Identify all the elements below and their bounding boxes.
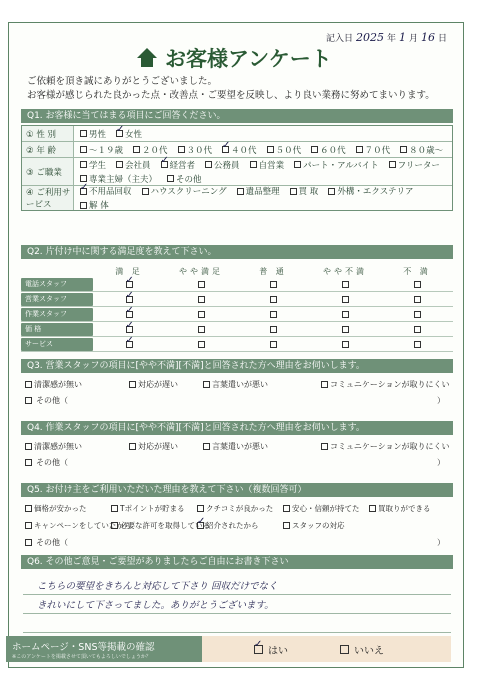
checkbox[interactable] xyxy=(80,146,87,153)
checkbox-option[interactable] xyxy=(369,503,449,514)
rating-cell xyxy=(93,311,165,318)
satisfaction-row xyxy=(21,322,453,337)
date-day: 16 xyxy=(420,31,435,44)
checkbox[interactable] xyxy=(126,341,133,348)
option-label: 買取りができる xyxy=(378,504,431,513)
option-label: 紹介されたから xyxy=(206,521,259,530)
checkbox[interactable] xyxy=(178,146,185,153)
day-unit: 日 xyxy=(437,34,447,44)
checkbox-option[interactable] xyxy=(25,503,111,514)
q1-heading: Q1. お客様に当てはまる項目にご回答ください。 xyxy=(21,109,453,123)
checkbox[interactable] xyxy=(80,161,87,168)
checkbox[interactable] xyxy=(270,341,277,348)
checkbox[interactable] xyxy=(356,146,363,153)
checkbox[interactable] xyxy=(161,161,168,168)
checkbox[interactable] xyxy=(203,381,210,388)
row-label: ④ ご利用サービス xyxy=(22,186,74,210)
checkbox[interactable] xyxy=(205,161,212,168)
option-label: ３０代 xyxy=(186,145,213,156)
satisfaction-grid xyxy=(21,265,453,353)
checkbox[interactable] xyxy=(294,161,301,168)
sns-choices xyxy=(202,636,451,662)
intro-text xyxy=(27,75,435,103)
checkbox[interactable] xyxy=(414,326,421,333)
option-label: 清潔感が無い xyxy=(34,380,82,389)
option-label: 経営者 xyxy=(169,160,196,171)
rating-cell xyxy=(237,311,309,318)
checkbox[interactable] xyxy=(25,381,32,388)
option-label: 会社員 xyxy=(125,160,151,171)
checkbox[interactable] xyxy=(25,522,32,529)
checkbox-option[interactable] xyxy=(203,441,321,452)
page-title xyxy=(137,43,332,73)
checkbox[interactable] xyxy=(133,146,140,153)
checkbox-option[interactable] xyxy=(222,144,257,156)
checkbox[interactable] xyxy=(197,505,204,512)
checkbox-option[interactable] xyxy=(25,379,129,390)
checkbox[interactable] xyxy=(321,381,328,388)
checkbox[interactable] xyxy=(198,296,205,303)
option-label: 男性 xyxy=(89,129,107,140)
intro-line: ご依頼を頂き誠にありがとうございました。 xyxy=(27,76,218,87)
rating-cell xyxy=(165,341,237,348)
checkbox[interactable] xyxy=(250,161,257,168)
checkbox[interactable] xyxy=(129,443,136,450)
checkbox[interactable] xyxy=(25,505,32,512)
option-label: パート・アルバイト xyxy=(303,160,379,171)
option-label: フリーター xyxy=(397,160,440,171)
checkbox[interactable] xyxy=(414,296,421,303)
rating-cell xyxy=(93,341,165,348)
option-label: 専業主婦（主夫） xyxy=(89,174,158,185)
checkbox[interactable] xyxy=(25,459,32,466)
q4-heading: Q4. 作業スタッフの項目に[やや不満][不満]と回答された方へ理由をお伺いします。 xyxy=(21,421,453,435)
date-month: 1 xyxy=(398,31,406,44)
checkbox-option[interactable] xyxy=(129,379,203,390)
rating-cell xyxy=(381,341,453,348)
satisfaction-header xyxy=(21,265,453,277)
checkbox[interactable] xyxy=(25,539,32,546)
q3-other[interactable] xyxy=(25,395,445,406)
checkbox-option[interactable] xyxy=(321,441,451,452)
q3-heading: Q3. 営業スタッフの項目に[やや不満][不満]と回答された方へ理由をお伺いします。 xyxy=(21,359,453,373)
checkbox[interactable] xyxy=(167,175,174,182)
checkbox-option[interactable] xyxy=(197,520,283,531)
checkbox-option[interactable] xyxy=(80,128,106,140)
checkbox[interactable] xyxy=(116,130,123,137)
sns-no-option[interactable] xyxy=(340,642,384,657)
sns-title: ホームページ・SNS等掲載の確認 xyxy=(12,642,155,653)
comment-line xyxy=(23,595,451,614)
option-label: 言葉遣いが悪い xyxy=(212,380,268,389)
checkbox[interactable] xyxy=(290,188,297,195)
survey-form xyxy=(8,22,464,668)
checkbox[interactable] xyxy=(270,281,277,288)
satisfaction-row xyxy=(21,277,453,292)
option-label: 価格が安かった xyxy=(34,504,87,513)
checkbox[interactable] xyxy=(270,296,277,303)
rating-cell xyxy=(165,281,237,288)
q4-options xyxy=(25,441,451,452)
checkbox[interactable] xyxy=(222,146,229,153)
checkbox[interactable] xyxy=(203,443,210,450)
checkbox-option[interactable] xyxy=(283,503,369,514)
row-label: 電話スタッフ xyxy=(21,278,93,291)
checkbox-option[interactable] xyxy=(311,144,346,156)
level-header: 普 通 xyxy=(259,266,287,276)
date-year: 2025 xyxy=(355,31,384,44)
checkbox[interactable] xyxy=(340,645,349,654)
title-text: お客様アンケート xyxy=(165,47,332,71)
checkbox[interactable] xyxy=(267,146,274,153)
checkbox-option[interactable] xyxy=(80,185,132,197)
checkbox[interactable] xyxy=(198,341,205,348)
rating-cell xyxy=(165,296,237,303)
checkbox-option[interactable] xyxy=(129,441,203,452)
checkbox-option[interactable] xyxy=(178,144,213,156)
q5-other[interactable] xyxy=(25,537,445,548)
comment-text: こちらの要望をきちんと対応して下さり 回収だけでなく xyxy=(37,581,278,592)
comment-line xyxy=(23,576,451,595)
other-label: その他（ xyxy=(36,538,68,547)
option-label: 外構・エクステリア xyxy=(337,187,414,197)
checkbox[interactable] xyxy=(126,311,133,318)
option-label: 遺品整理 xyxy=(245,187,280,197)
option-label: 不用品回収 xyxy=(89,187,132,197)
rating-cell xyxy=(237,281,309,288)
rating-cell xyxy=(309,311,381,318)
option-label: いいえ xyxy=(354,645,384,657)
rating-cell xyxy=(165,311,237,318)
satisfaction-rows xyxy=(21,277,453,352)
option-label: ４０代 xyxy=(231,145,257,156)
checkbox-option[interactable] xyxy=(80,199,109,211)
option-label: 対応が遅い xyxy=(138,380,178,389)
options xyxy=(74,157,452,187)
checkbox-option[interactable] xyxy=(283,520,369,531)
option-label: 公務員 xyxy=(214,160,240,171)
checkbox[interactable] xyxy=(283,522,290,529)
satisfaction-row xyxy=(21,337,453,352)
checkbox[interactable] xyxy=(342,326,349,333)
option-label: スタッフの対応 xyxy=(292,521,345,530)
q4-other[interactable] xyxy=(25,457,445,468)
checkbox[interactable] xyxy=(283,505,290,512)
row-label: ② 年 齢 xyxy=(22,142,74,157)
rating-cell xyxy=(237,296,309,303)
q1-row-service xyxy=(22,186,452,210)
checkbox-option[interactable] xyxy=(250,159,285,171)
checkbox-option[interactable] xyxy=(133,144,168,156)
level-header: やや満足 xyxy=(179,266,223,276)
options xyxy=(74,142,452,158)
checkbox-option[interactable] xyxy=(389,159,440,171)
rating-cell xyxy=(309,281,381,288)
row-label: ③ ご職業 xyxy=(22,158,74,185)
checkbox-option[interactable] xyxy=(294,159,379,171)
checkbox[interactable] xyxy=(129,381,136,388)
option-label: その他 xyxy=(176,174,202,185)
checkbox[interactable] xyxy=(198,326,205,333)
other-close: ） xyxy=(437,458,445,467)
option-label: キャンペーンをしていたから xyxy=(34,521,132,530)
sns-subtitle: ※このアンケートを掲載させて頂いてもよろしいでしょうか？ xyxy=(12,654,151,660)
option-label: 学生 xyxy=(89,160,107,171)
checkbox[interactable] xyxy=(342,341,349,348)
checkbox[interactable] xyxy=(126,326,133,333)
option-label: 言葉遣いが悪い xyxy=(212,442,268,451)
checkbox-option[interactable] xyxy=(161,159,196,171)
checkbox-option[interactable] xyxy=(142,185,227,197)
checkbox[interactable] xyxy=(80,188,87,195)
rating-cell xyxy=(309,341,381,348)
checkbox[interactable] xyxy=(80,202,87,209)
checkbox[interactable] xyxy=(111,505,118,512)
sns-label xyxy=(6,636,202,662)
checkbox[interactable] xyxy=(389,161,396,168)
option-label: コミュニケーションが取りにくい xyxy=(330,380,450,389)
checkbox-option[interactable] xyxy=(203,379,321,390)
option-label: Tポイントが貯まる xyxy=(120,504,185,513)
checkbox-option[interactable] xyxy=(290,185,319,197)
checkbox[interactable] xyxy=(400,146,407,153)
option-label: 対応が遅い xyxy=(138,442,178,451)
checkbox[interactable] xyxy=(25,443,32,450)
checkbox[interactable] xyxy=(237,188,244,195)
other-label: その他（ xyxy=(36,396,68,405)
option-label: ８０歳〜 xyxy=(409,145,444,156)
comment-text: きれいにして下さってました。ありがとうございます。 xyxy=(37,600,274,611)
option-label: ２０代 xyxy=(142,145,168,156)
options xyxy=(74,183,452,213)
rating-cell xyxy=(381,311,453,318)
level-header: 不 満 xyxy=(403,266,431,276)
checkbox-option[interactable] xyxy=(237,185,280,197)
checkbox[interactable] xyxy=(25,397,32,404)
option-label: 清潔感が無い xyxy=(34,442,82,451)
rating-cell xyxy=(237,326,309,333)
row-label: 作業スタッフ xyxy=(21,308,93,321)
checkbox-option[interactable] xyxy=(111,520,210,531)
option-label: 女性 xyxy=(125,129,143,140)
comment-line xyxy=(23,614,451,633)
checkbox[interactable] xyxy=(414,281,421,288)
checkbox[interactable] xyxy=(321,443,328,450)
checkbox[interactable] xyxy=(328,188,335,195)
option-label: 必要な許可を取得している xyxy=(120,521,210,530)
rating-cell xyxy=(93,326,165,333)
sns-yes-option[interactable] xyxy=(254,642,288,657)
rating-cell xyxy=(93,296,165,303)
option-label: 〜１９歳 xyxy=(89,145,124,156)
checkbox-option[interactable] xyxy=(80,144,123,156)
checkbox[interactable] xyxy=(126,281,133,288)
checkbox[interactable] xyxy=(342,296,349,303)
rating-cell xyxy=(309,326,381,333)
checkbox[interactable] xyxy=(270,326,277,333)
q2-heading: Q2. 片付け中に関する満足度を教えて下さい。 xyxy=(21,245,453,259)
checkbox-option[interactable] xyxy=(400,144,443,156)
other-close: ） xyxy=(437,396,445,405)
checkbox[interactable] xyxy=(116,161,123,168)
satisfaction-row xyxy=(21,307,453,322)
checkbox[interactable] xyxy=(414,341,421,348)
row-label: 営業スタッフ xyxy=(21,293,93,306)
checkbox[interactable] xyxy=(198,311,205,318)
year-unit: 年 xyxy=(386,34,396,44)
checkbox[interactable] xyxy=(254,645,263,654)
option-label: ７０代 xyxy=(364,145,391,156)
checkbox-option[interactable] xyxy=(328,185,413,197)
option-label: 自営業 xyxy=(258,160,285,171)
level-header: やや不満 xyxy=(323,266,367,276)
options xyxy=(74,126,452,142)
checkbox-option[interactable] xyxy=(356,144,391,156)
level-header: 満 足 xyxy=(115,266,143,276)
checkbox[interactable] xyxy=(414,311,421,318)
checkbox-option[interactable] xyxy=(111,503,197,514)
other-label: その他（ xyxy=(36,458,68,467)
checkbox-option[interactable] xyxy=(197,503,283,514)
checkbox-option[interactable] xyxy=(25,441,129,452)
rating-cell xyxy=(165,326,237,333)
date-label: 記入日 xyxy=(325,34,353,44)
option-label: はい xyxy=(268,645,288,657)
checkbox-option[interactable] xyxy=(321,379,451,390)
option-label: 解 体 xyxy=(89,201,109,211)
option-label: クチコミが良かった xyxy=(206,504,274,513)
satisfaction-row xyxy=(21,292,453,307)
option-label: 安心・信頼が持てた xyxy=(292,504,360,513)
checkbox[interactable] xyxy=(126,296,133,303)
rating-cell xyxy=(381,296,453,303)
option-label: コミュニケーションが取りにくい xyxy=(330,442,450,451)
checkbox[interactable] xyxy=(311,146,318,153)
date-line xyxy=(326,31,447,44)
q1-grid xyxy=(21,125,453,211)
checkbox-option[interactable] xyxy=(116,159,151,171)
rating-cell xyxy=(381,326,453,333)
q6-heading: Q6. その他ご意見・ご要望がありましたらご自由にお書き下さい xyxy=(21,555,453,569)
checkbox[interactable] xyxy=(198,281,205,288)
rating-cell xyxy=(93,281,165,288)
q5-options xyxy=(25,503,449,531)
checkbox[interactable] xyxy=(111,522,118,529)
other-close: ） xyxy=(437,538,445,547)
checkbox[interactable] xyxy=(80,130,87,137)
month-unit: 月 xyxy=(408,34,418,44)
rating-cell xyxy=(309,296,381,303)
intro-line: お客様が感じられた良かった点・改善点・ご要望を反映し、より良い業務に努めてまいります。 xyxy=(27,90,435,101)
option-label: ５０代 xyxy=(275,145,302,156)
option-label: ハウスクリーニング xyxy=(150,187,227,197)
sns-consent xyxy=(6,636,451,662)
rating-cell xyxy=(237,341,309,348)
checkbox-option[interactable] xyxy=(25,520,132,531)
checkbox[interactable] xyxy=(342,311,349,318)
checkbox-option[interactable] xyxy=(80,159,106,171)
option-label: ６０代 xyxy=(320,145,346,156)
row-label: サービス xyxy=(21,338,93,351)
house-icon xyxy=(137,48,157,68)
checkbox-option[interactable] xyxy=(267,144,302,156)
row-label: 価 格 xyxy=(21,323,93,336)
checkbox[interactable] xyxy=(197,522,204,529)
rating-cell xyxy=(381,281,453,288)
option-label: 買 取 xyxy=(298,187,319,197)
q1-row-gender xyxy=(22,126,452,142)
checkbox[interactable] xyxy=(142,188,149,195)
q5-heading: Q5. お付け主をご利用いただいた理由を教えて下さい（複数回答可） xyxy=(21,483,453,497)
row-label: ① 性 別 xyxy=(22,126,74,141)
checkbox[interactable] xyxy=(369,505,376,512)
q3-options xyxy=(25,379,451,390)
checkbox-option[interactable] xyxy=(116,128,142,140)
checkbox[interactable] xyxy=(342,281,349,288)
checkbox[interactable] xyxy=(270,311,277,318)
checkbox-option[interactable] xyxy=(205,159,240,171)
